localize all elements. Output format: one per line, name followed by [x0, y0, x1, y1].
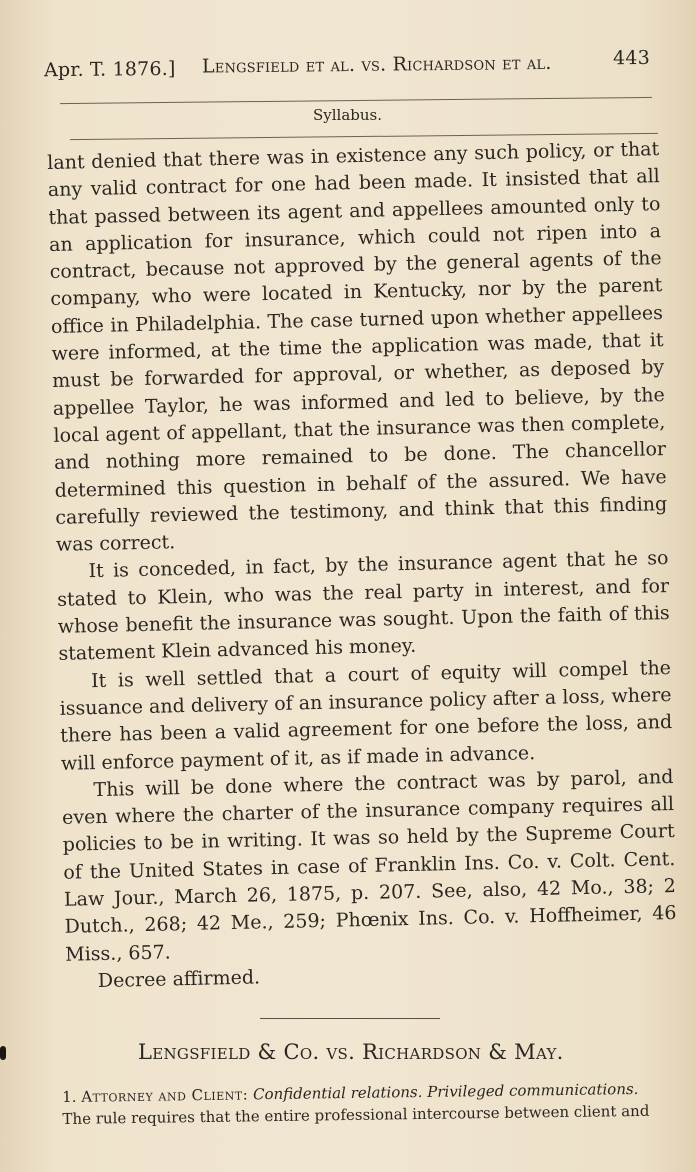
headnote-label: Attorney and Client: — [81, 1085, 249, 1106]
headnote-topic: Confidential relations. Privileged communications. — [252, 1079, 639, 1104]
paragraph: lant denied that there was in existence any such policy, or that any valid contract for one had been made. It insisted that all that passed between its agent and appellees amounted only to an application for insurance, which could not ripen into a contract, because not approved by the general agents of the company, who were located in Kentucky, nor by the parent office in Philadelphia. The case turned upon whether appellees were informed, at the time the application was made, that it must be forwarded for approval, or whether, as deposed by appellee Taylor, he was informed and led to believe, by the local agent of appellant, that the insurance was then complete, and nothing more remained to be done. The chancellor determined this question in behalf of the assured. We have carefully reviewed the testimony, and think that this finding was correct. — [47, 138, 668, 557]
headnote-number: 1. — [62, 1087, 77, 1106]
body-text — [47, 136, 678, 996]
case-title: Lengsfield & Co. vs. Richardson & May. — [138, 1040, 564, 1064]
section-label: Syllabus. — [313, 106, 383, 124]
paragraph: Decree affirmed. — [97, 966, 261, 992]
running-head — [44, 47, 656, 85]
paragraph: It is conceded, in fact, by the insurance agent that he so stated to Klein, who was the real party in interest, and for whose benefit the insurance was sought. Upon the faith of this statement Klein advanced his money. — [56, 547, 670, 666]
paragraph: This will be done where the contract was by parol, and even where the charter of the insurance company requires all policies to be in writing. It was so held by the Supreme Court of the United States in case of Franklin Ins. Co. v. Colt. Cent. Law Jour., March 26, 1875, p. 207. See, also, 42 Mo., 38; 2 Dutch., 268; 42 Me., 259; Phœnix Ins. Co. v. Hoffheimer, 46 Miss., 657. — [61, 765, 677, 966]
section-divider — [260, 1018, 440, 1019]
header-rule-top — [60, 97, 652, 104]
paragraph: It is well settled that a court of equity will compel the issuance and delivery of an insurance policy after a loss, where there has been a valid agreement for one before the loss, and will enforce payment of it, as if made in advance. — [59, 656, 673, 775]
page-number: 443 — [612, 46, 651, 70]
running-head-term: Apr. T. 1876.] — [43, 57, 176, 82]
margin-mark — [0, 1046, 6, 1060]
running-head-case: Lengsfield et al. vs. Richardson et al. — [201, 51, 552, 78]
headnote-text: The rule requires that the entire professional intercourse between client and — [62, 1101, 650, 1128]
headnote — [62, 1077, 675, 1130]
